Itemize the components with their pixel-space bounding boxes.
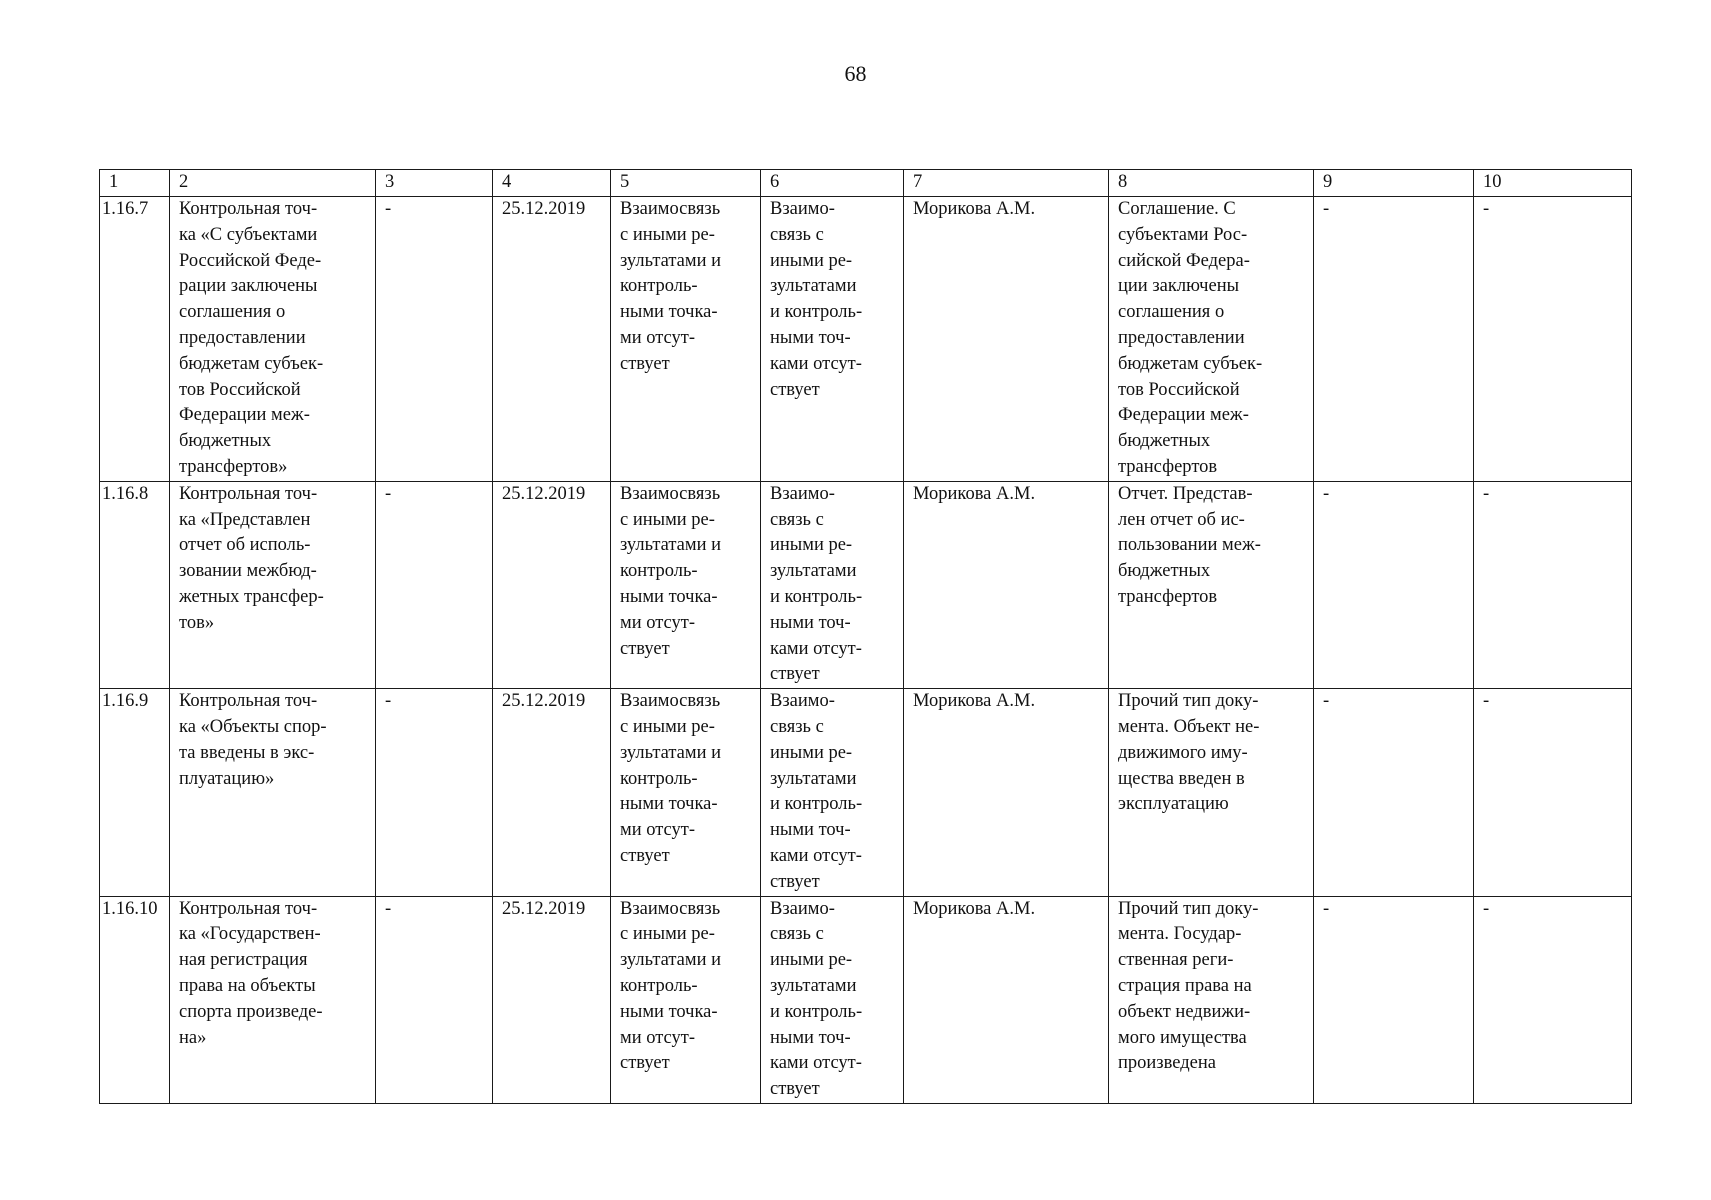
control-point-name-text: Контрольная точ- ка «Представлен отчет об исполь- зовании межбюд- жетных трансфер- тов» <box>179 483 324 633</box>
link-results-text: Взаимосвязь с иными ре- зультатами и контроль- ными точка- ми отсут- ствует <box>620 483 722 659</box>
column-3-value: - <box>376 896 493 1103</box>
confirming-document <box>1109 689 1314 896</box>
column-header: 6 <box>761 170 904 197</box>
due-date: 25.12.2019 <box>493 197 611 482</box>
due-date: 25.12.2019 <box>493 896 611 1103</box>
column-header: 3 <box>376 170 493 197</box>
row-number: 1.16.7 <box>100 197 170 482</box>
link-results-text: Взаимосвязь с иными ре- зультатами и контроль- ными точка- ми отсут- ствует <box>620 199 722 374</box>
link-results-cell <box>611 896 761 1103</box>
confirming-document <box>1109 197 1314 482</box>
column-9-value: - <box>1314 197 1474 482</box>
responsible-person: Морикова А.М. <box>904 896 1109 1103</box>
row-number: 1.16.9 <box>100 689 170 896</box>
table-row <box>100 197 1632 482</box>
link-results-text: Взаимосвязь с иными ре- зультатами и контроль- ными точка- ми отсут- ствует <box>620 691 722 866</box>
due-date: 25.12.2019 <box>493 689 611 896</box>
due-date: 25.12.2019 <box>493 481 611 688</box>
column-3-value: - <box>376 481 493 688</box>
link-points-text: Взаимо- связь с иными ре- зультатами и контроль- ными точ- ками отсут- ствует <box>770 483 863 685</box>
control-point-name-text: Контрольная точ- ка «С субъектами Российской Феде- рации заключены соглашения о предоставлении бюджетам субъек- тов Российской Федерации меж- бюджетных трансфертов» <box>179 199 324 477</box>
column-10-value: - <box>1474 689 1632 896</box>
table-row <box>100 689 1632 896</box>
column-3-value: - <box>376 197 493 482</box>
link-results-cell <box>611 689 761 896</box>
link-points-text: Взаимо- связь с иными ре- зультатами и контроль- ными точ- ками отсут- ствует <box>770 898 863 1100</box>
link-points-cell <box>761 896 904 1103</box>
link-points-cell <box>761 197 904 482</box>
row-number: 1.16.8 <box>100 481 170 688</box>
table-row <box>100 481 1632 688</box>
row-number: 1.16.10 <box>100 896 170 1103</box>
column-header: 1 <box>100 170 170 197</box>
link-results-cell <box>611 481 761 688</box>
link-points-cell <box>761 481 904 688</box>
column-header: 2 <box>170 170 376 197</box>
column-header: 9 <box>1314 170 1474 197</box>
link-results-cell <box>611 197 761 482</box>
link-points-text: Взаимо- связь с иными ре- зультатами и контроль- ными точ- ками отсут- ствует <box>770 199 863 400</box>
control-point-name <box>170 896 376 1103</box>
column-10-value: - <box>1474 481 1632 688</box>
control-point-name-text: Контрольная точ- ка «Государствен- ная регистрация права на объекты спорта произведе- на» <box>179 898 323 1048</box>
table-row <box>100 896 1632 1103</box>
column-10-value: - <box>1474 197 1632 482</box>
control-point-name-text: Контрольная точ- ка «Объекты спор- та введены в экс- плуатацию» <box>179 691 327 789</box>
column-header: 7 <box>904 170 1109 197</box>
column-9-value: - <box>1314 896 1474 1103</box>
page-number: 68 <box>844 61 867 86</box>
column-3-value: - <box>376 689 493 896</box>
column-header: 4 <box>493 170 611 197</box>
column-10-value: - <box>1474 896 1632 1103</box>
column-header: 5 <box>611 170 761 197</box>
link-points-cell <box>761 689 904 896</box>
confirming-document-text: Прочий тип доку- мента. Объект не- движимого иму- щества введен в эксплуатацию <box>1118 691 1260 815</box>
responsible-person: Морикова А.М. <box>904 197 1109 482</box>
control-points-table <box>99 169 1632 1104</box>
responsible-person: Морикова А.М. <box>904 689 1109 896</box>
control-point-name <box>170 197 376 482</box>
responsible-person: Морикова А.М. <box>904 481 1109 688</box>
table-header-row <box>100 170 1632 197</box>
confirming-document <box>1109 896 1314 1103</box>
column-9-value: - <box>1314 481 1474 688</box>
link-results-text: Взаимосвязь с иными ре- зультатами и контроль- ными точка- ми отсут- ствует <box>620 898 722 1074</box>
column-header: 8 <box>1109 170 1314 197</box>
control-point-name <box>170 689 376 896</box>
confirming-document-text: Отчет. Представ- лен отчет об ис- пользовании меж- бюджетных трансфертов <box>1118 483 1261 607</box>
confirming-document-text: Прочий тип доку- мента. Государ- ственная реги- страция права на объект недвижи- мого имущества произведена <box>1118 898 1259 1074</box>
link-points-text: Взаимо- связь с иными ре- зультатами и контроль- ными точ- ками отсут- ствует <box>770 691 863 892</box>
column-header: 10 <box>1474 170 1632 197</box>
column-9-value: - <box>1314 689 1474 896</box>
confirming-document-text: Соглашение. С субъектами Рос- сийской Федера- ции заключены соглашения о предоставлении бюджетам субъек- тов Российской Федерации меж- бюджетных трансфертов <box>1118 199 1263 477</box>
control-point-name <box>170 481 376 688</box>
confirming-document <box>1109 481 1314 688</box>
